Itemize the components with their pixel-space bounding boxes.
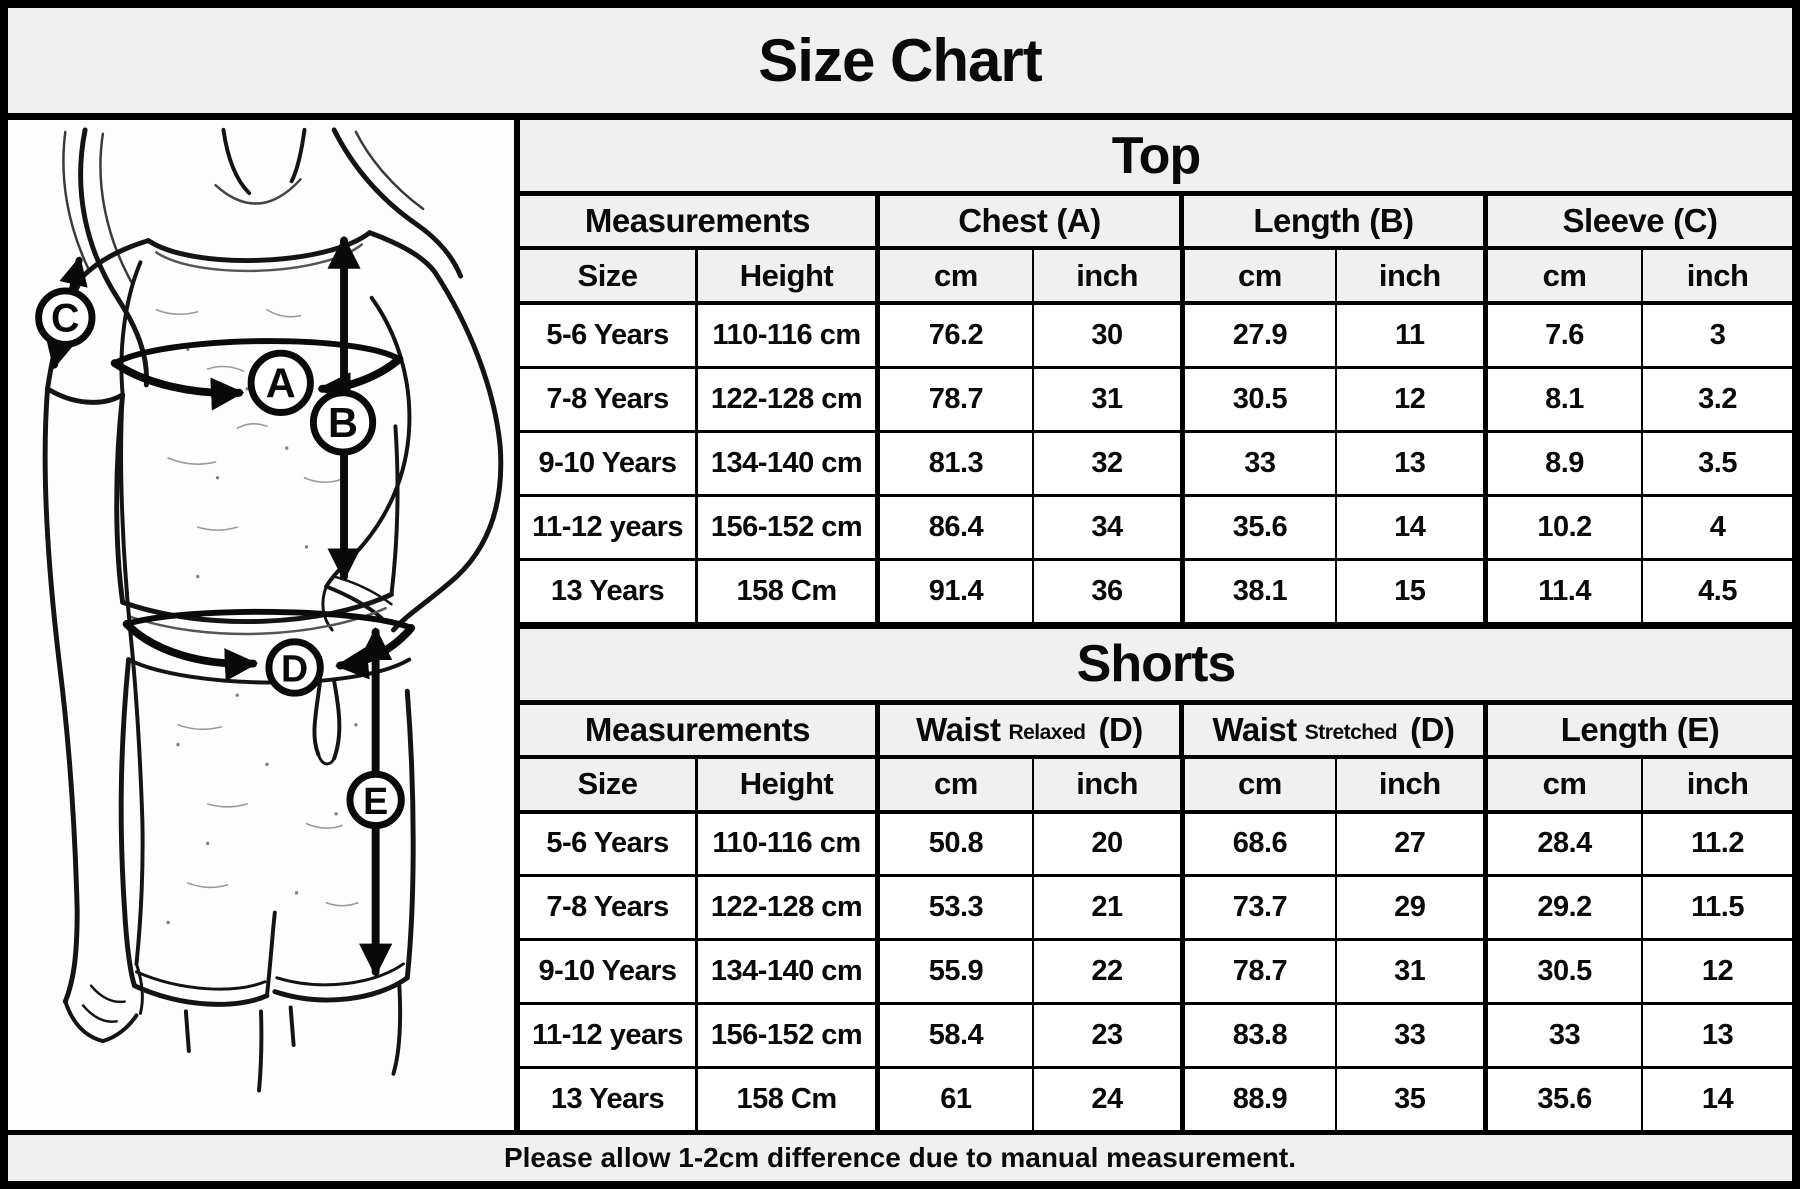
column-subheader: inch xyxy=(1034,250,1185,301)
table-body xyxy=(520,814,1792,1131)
column-subheader: cm xyxy=(880,250,1034,301)
table-cell: 122-128 cm xyxy=(698,877,880,938)
marker-sleeve xyxy=(39,291,92,344)
table-row xyxy=(520,1069,1792,1130)
table-cell: 11-12 years xyxy=(520,1005,698,1066)
chart-inner xyxy=(8,8,1792,1181)
table-cell: 7-8 Years xyxy=(520,877,698,938)
table-row xyxy=(520,497,1792,561)
column-group-header xyxy=(880,705,1184,755)
marker-letter-c: C xyxy=(51,296,80,341)
table-cell: 78.7 xyxy=(880,369,1034,430)
table-cell: 24 xyxy=(1034,1069,1185,1130)
group-label-small: Relaxed xyxy=(1008,720,1086,744)
table-cell: 13 xyxy=(1337,433,1488,494)
table-cell: 35.6 xyxy=(1488,1069,1643,1130)
table-cell: 33 xyxy=(1488,1005,1643,1066)
table-cell: 61 xyxy=(880,1069,1034,1130)
table-cell: 27.9 xyxy=(1185,305,1336,366)
marker-letter-b: B xyxy=(328,399,359,447)
table-cell: 34 xyxy=(1034,497,1185,558)
table-row xyxy=(520,561,1792,622)
table-cell: 21 xyxy=(1034,877,1185,938)
table-cell: 38.1 xyxy=(1185,561,1336,622)
marker-chest xyxy=(251,353,310,412)
table-cell: 10.2 xyxy=(1488,497,1643,558)
column-group-header xyxy=(880,196,1184,246)
column-subheader: Size xyxy=(520,250,698,301)
section-title-top: Top xyxy=(520,120,1792,196)
table-cell: 33 xyxy=(1185,433,1336,494)
marker-waist xyxy=(269,642,320,693)
table-cell: 9-10 Years xyxy=(520,433,698,494)
column-subheader: Height xyxy=(698,250,880,301)
top-table-section xyxy=(520,120,1792,629)
table-cell: 81.3 xyxy=(880,433,1034,494)
column-group-header xyxy=(1488,196,1792,246)
table-row xyxy=(520,941,1792,1005)
column-subheader: Height xyxy=(698,759,880,810)
table-cell: 134-140 cm xyxy=(698,941,880,1002)
table-cell: 33 xyxy=(1337,1005,1488,1066)
table-cell: 15 xyxy=(1337,561,1488,622)
table-cell: 9-10 Years xyxy=(520,941,698,1002)
group-label-main: Measurements xyxy=(584,202,811,239)
table-cell: 88.9 xyxy=(1185,1069,1336,1130)
group-label-small: Stretched xyxy=(1304,720,1398,744)
column-subheader: Size xyxy=(520,759,698,810)
table-cell: 83.8 xyxy=(1185,1005,1336,1066)
group-label-main: Waist xyxy=(916,710,1001,748)
table-cell: 68.6 xyxy=(1185,814,1336,875)
table-cell: 30.5 xyxy=(1488,941,1643,1002)
marker-letter-a: A xyxy=(265,359,296,407)
group-label-suffix: (B) xyxy=(1369,202,1414,239)
table-row xyxy=(520,814,1792,878)
group-label-suffix: (C) xyxy=(1673,202,1718,239)
table-cell: 86.4 xyxy=(880,497,1034,558)
measurement-diagram-panel xyxy=(8,120,520,1130)
column-subheader: inch xyxy=(1337,250,1488,301)
table-cell: 156-152 cm xyxy=(698,497,880,558)
group-label-suffix: (D) xyxy=(1098,710,1143,748)
table-cell: 11.2 xyxy=(1691,827,1744,860)
table-cell: 14 xyxy=(1337,497,1488,558)
group-label-main: Waist xyxy=(1212,710,1297,748)
table-cell: 4.5 xyxy=(1698,574,1737,607)
table-cell: 78.7 xyxy=(1185,941,1336,1002)
group-label-main: Chest xyxy=(958,202,1048,239)
table-cell: 8.9 xyxy=(1488,433,1643,494)
table-row xyxy=(520,877,1792,941)
marker-letter-d: D xyxy=(281,647,309,690)
table-cell: 22 xyxy=(1034,941,1185,1002)
table-cell: 30.5 xyxy=(1185,369,1336,430)
table-cell: 12 xyxy=(1701,955,1734,988)
measurement-diagram xyxy=(8,120,514,1130)
table-cell: 14 xyxy=(1701,1083,1734,1116)
table-cell: 5-6 Years xyxy=(520,305,698,366)
column-subheader-row xyxy=(520,250,1792,305)
table-cell: 32 xyxy=(1034,433,1185,494)
table-body xyxy=(520,305,1792,622)
table-cell: 11.5 xyxy=(1691,891,1744,924)
table-cell: 20 xyxy=(1034,814,1185,875)
group-label-main: Length xyxy=(1560,710,1668,748)
table-cell: 5-6 Years xyxy=(520,814,698,875)
column-subheader: cm xyxy=(1488,759,1643,810)
column-group-header xyxy=(1184,705,1488,755)
table-cell: 156-152 cm xyxy=(698,1005,880,1066)
column-subheader: cm xyxy=(1488,250,1643,301)
page-title: Size Chart xyxy=(8,8,1792,120)
table-cell: 35.6 xyxy=(1185,497,1336,558)
table-cell: 23 xyxy=(1034,1005,1185,1066)
table-cell: 158 Cm xyxy=(698,1069,880,1130)
table-cell: 110-116 cm xyxy=(698,814,880,875)
table-cell: 31 xyxy=(1337,941,1488,1002)
column-subheader: inch xyxy=(1337,759,1488,810)
column-subheader: inch xyxy=(1686,766,1749,801)
table-cell: 29.2 xyxy=(1488,877,1643,938)
table-cell: 13 Years xyxy=(520,561,698,622)
table-cell: 3.5 xyxy=(1698,446,1737,479)
column-subheader: inch xyxy=(1686,257,1749,293)
table-cell: 11-12 years xyxy=(520,497,698,558)
column-group-header-row xyxy=(520,705,1792,759)
marker-top-length xyxy=(313,393,372,452)
table-cell: 50.8 xyxy=(880,814,1034,875)
table-cell: 11.4 xyxy=(1488,561,1643,622)
table-cell: 12 xyxy=(1337,369,1488,430)
table-cell: 73.7 xyxy=(1185,877,1336,938)
table-row xyxy=(520,369,1792,433)
column-group-header xyxy=(520,196,880,246)
group-label-main: Length xyxy=(1253,202,1361,239)
table-cell: 4 xyxy=(1709,510,1726,543)
table-cell: 134-140 cm xyxy=(698,433,880,494)
table-cell: 3 xyxy=(1709,318,1726,351)
section-title-shorts: Shorts xyxy=(520,629,1792,705)
marker-shorts-length xyxy=(350,774,401,825)
size-tables xyxy=(520,120,1792,1130)
table-cell: 29 xyxy=(1337,877,1488,938)
table-cell: 13 xyxy=(1701,1019,1734,1052)
table-cell: 91.4 xyxy=(880,561,1034,622)
table-cell: 7-8 Years xyxy=(520,369,698,430)
table-cell: 13 Years xyxy=(520,1069,698,1130)
table-cell: 36 xyxy=(1034,561,1185,622)
column-subheader: cm xyxy=(1185,759,1336,810)
column-subheader: cm xyxy=(880,759,1034,810)
table-cell: 158 Cm xyxy=(698,561,880,622)
table-cell: 7.6 xyxy=(1488,305,1643,366)
table-cell: 122-128 cm xyxy=(698,369,880,430)
table-row xyxy=(520,305,1792,369)
shorts-table-section xyxy=(520,629,1792,1131)
table-cell: 53.3 xyxy=(880,877,1034,938)
table-cell: 3.2 xyxy=(1698,382,1737,415)
table-cell: 76.2 xyxy=(880,305,1034,366)
marker-letter-e: E xyxy=(363,779,389,822)
table-cell: 11 xyxy=(1337,305,1488,366)
table-cell: 55.9 xyxy=(880,941,1034,1002)
column-group-header xyxy=(1184,196,1488,246)
table-row xyxy=(520,433,1792,497)
table-cell: 31 xyxy=(1034,369,1185,430)
column-group-header xyxy=(520,705,880,755)
table-cell: 30 xyxy=(1034,305,1185,366)
chart-content xyxy=(8,120,1792,1130)
measurement-note: Please allow 1-2cm difference due to manual measurement. xyxy=(8,1130,1792,1181)
group-label-suffix: (D) xyxy=(1410,710,1455,748)
table-row xyxy=(520,1005,1792,1069)
column-group-header xyxy=(1488,705,1792,755)
column-group-header-row xyxy=(520,196,1792,250)
group-label-main: Measurements xyxy=(584,710,811,748)
table-cell: 35 xyxy=(1337,1069,1488,1130)
table-cell: 27 xyxy=(1337,814,1488,875)
table-cell: 28.4 xyxy=(1488,814,1643,875)
group-label-suffix: (E) xyxy=(1676,710,1720,748)
column-subheader-row xyxy=(520,759,1792,814)
table-cell: 58.4 xyxy=(880,1005,1034,1066)
column-subheader: cm xyxy=(1185,250,1336,301)
table-cell: 110-116 cm xyxy=(698,305,880,366)
group-label-suffix: (A) xyxy=(1056,202,1101,239)
column-subheader: inch xyxy=(1034,759,1185,810)
table-cell: 8.1 xyxy=(1488,369,1643,430)
group-label-main: Sleeve xyxy=(1562,202,1665,239)
